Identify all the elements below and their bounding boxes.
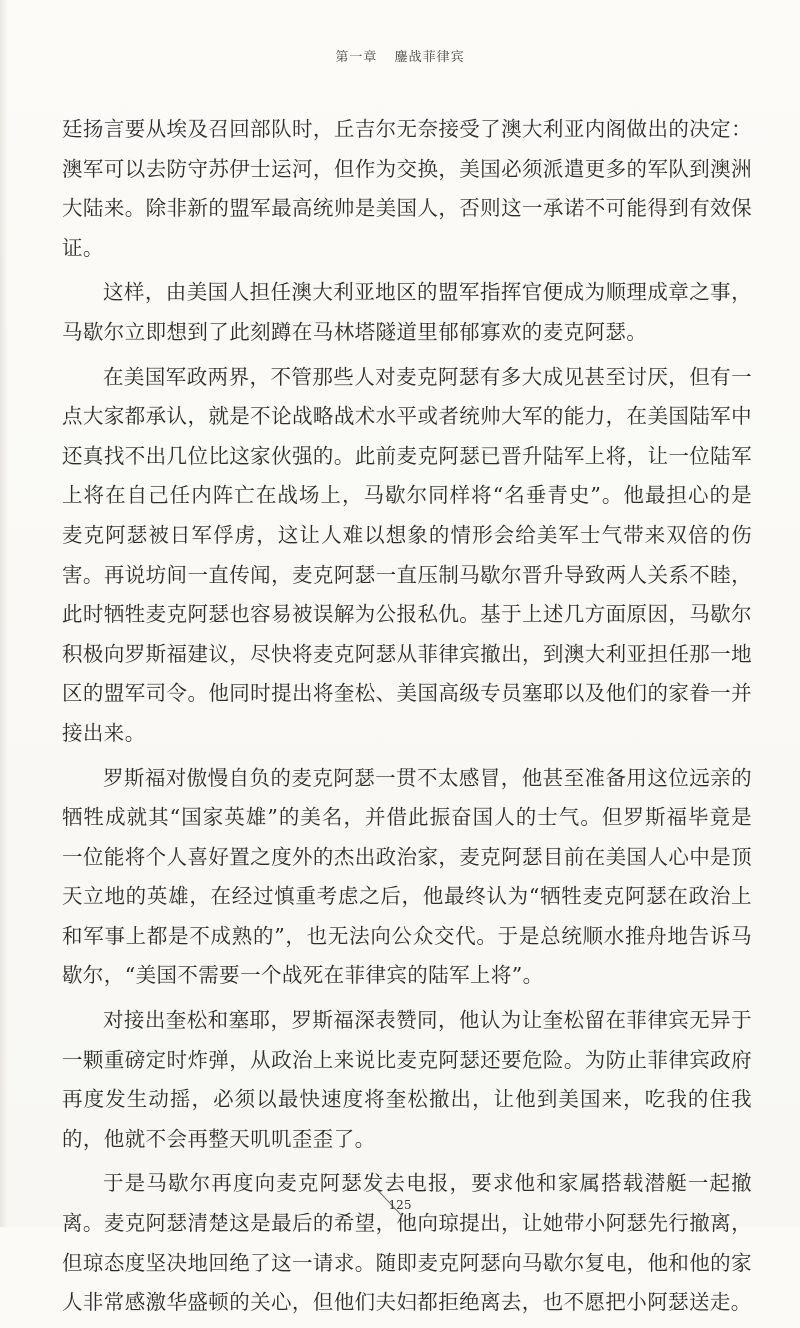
chapter-number: 第一章 bbox=[335, 50, 378, 65]
chapter-title: 鏖战菲律宾 bbox=[394, 50, 465, 65]
running-header bbox=[0, 46, 800, 65]
paragraph-5: 对接出奎松和塞耶，罗斯福深表赞同，他认为让奎松留在菲律宾无异于一颗重磅定时炸弹，从政治上来说比麦克阿瑟还要危险。为防止菲律宾政府再度发生动摇，必须以最快速度将奎松撤出，让他到美国来，吃我的住我的，他就不会再整天叽叽歪歪了。 bbox=[62, 1008, 752, 1151]
page-edge-shadow bbox=[0, 0, 8, 1227]
paragraph-1: 廷扬言要从埃及召回部队时，丘吉尔无奈接受了澳大利亚内阁做出的决定：澳军可以去防守苏伊士运河，但作为交换，美国必须派遣更多的军队到澳洲大陆来。除非新的盟军最高统帅是美国人，否则这一承诺不可能得到有效保证。 bbox=[62, 117, 752, 260]
body-text bbox=[62, 110, 752, 1328]
paragraph-4: 罗斯福对傲慢自负的麦克阿瑟一贯不太感冒，他甚至准备用这位远亲的牺牲成就其“国家英雄”的美名，并借此振奋国人的士气。但罗斯福毕竟是一位能将个人喜好置之度外的杰出政治家，麦克阿瑟目前在美国人心中是顶天立地的英雄，在经过慎重考虑之后，他最终认为“牺牲麦克阿瑟在政治上和军事上都是不成熟的”，也无法向公众交代。于是总统顺水推舟地告诉马歇尔，“美国不需要一个战死在菲律宾的陆军上将”。 bbox=[62, 765, 752, 988]
paragraph-2: 这样，由美国人担任澳大利亚地区的盟军指挥官便成为顺理成章之事，马歇尔立即想到了此刻蹲在马林塔隧道里郁郁寡欢的麦克阿瑟。 bbox=[62, 280, 752, 344]
page-number: 125 bbox=[388, 1198, 412, 1212]
paragraph-3: 在美国军政两界，不管那些人对麦克阿瑟有多大成见甚至讨厌，但有一点大家都承认，就是不论战略战术水平或者统帅大军的能力，在美国陆军中还真找不出几位比这家伙强的。此前麦克阿瑟已晋升陆军上将，让一位陆军上将在自己任内阵亡在战场上，马歇尔同样将“名垂青史”。他最担心的是麦克阿瑟被日军俘虏，这让人难以想象的情形会给美军士气带来双倍的伤害。再说坊间一直传闻，麦克阿瑟一直压制马歇尔晋升导致两人关系不睦，此时牺牲麦克阿瑟也容易被误解为公报私仇。基于上述几方面原因，马歇尔积极向罗斯福建议，尽快将麦克阿瑟从菲律宾撤出，到澳大利亚担任那一地区的盟军司令。他同时提出将奎松、美国高级专员塞耶以及他们的家眷一并接出来。 bbox=[62, 364, 752, 745]
paragraph-6: 于是马歇尔再度向麦克阿瑟发去电报，要求他和家属搭载潜艇一起撤离。麦克阿瑟清楚这是最后的希望，他向琼提出，让她带小阿瑟先行撤离，但琼态度坚决地回绝了这一请求。随即麦克阿瑟向马歇尔复电，他和他的家人非常感激华盛顿的关心，但他们夫妇都拒绝离去，也不愿把小阿瑟送走。 bbox=[62, 1171, 752, 1315]
